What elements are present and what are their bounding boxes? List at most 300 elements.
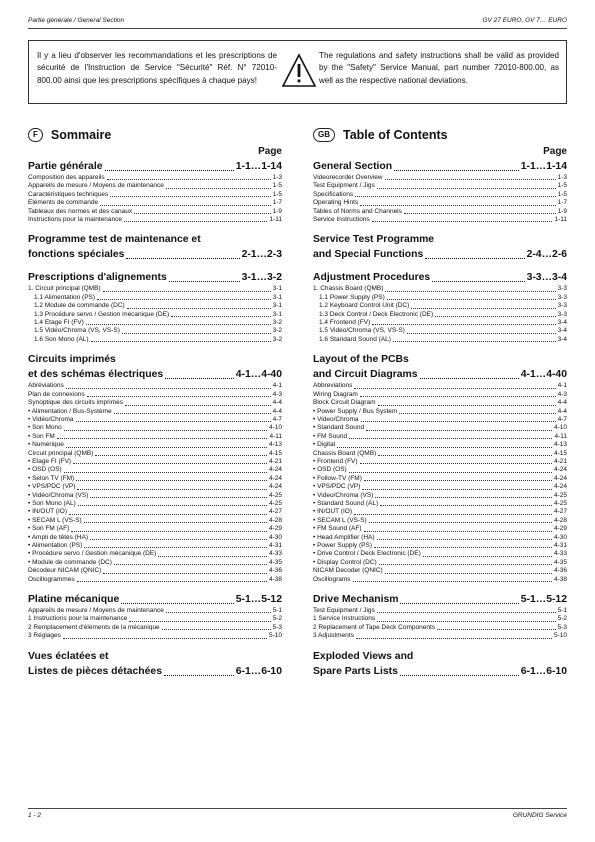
toc-entry-page: 4-24 xyxy=(268,474,282,482)
section-title-line: Circuits imprimés xyxy=(28,354,116,366)
toc-entry-text: 1 Service Instructions xyxy=(313,615,376,623)
dot-leader xyxy=(90,492,267,498)
toc-entry xyxy=(28,302,282,310)
toc-entry-page: 4-24 xyxy=(268,466,282,474)
dot-leader xyxy=(78,500,267,506)
dot-leader xyxy=(369,517,552,523)
toc-entry-page: 1-3 xyxy=(272,174,282,181)
dot-leader xyxy=(64,466,267,472)
toc-entry-page: 4-25 xyxy=(553,499,567,507)
toc-entry-text: • Standard Sound (AL) xyxy=(313,499,379,507)
section-page-range: 3-3…3-4 xyxy=(526,272,567,284)
section-title-text: Platine mécanique xyxy=(28,594,120,606)
dot-leader xyxy=(103,285,271,291)
toc-entry-text: • Video/Chroma (VS) xyxy=(313,491,374,499)
toc-entry-page: 4-21 xyxy=(268,457,282,465)
toc-entry xyxy=(313,174,567,182)
toc-entry-text: • Standard Sound xyxy=(313,424,365,432)
dot-leader xyxy=(103,567,267,573)
dot-leader xyxy=(361,416,556,422)
toc-entry-text: 2 Replacement of Tape Deck Components xyxy=(313,623,436,631)
dot-leader xyxy=(66,382,271,388)
toc-entry-page: 1-7 xyxy=(557,199,567,207)
safety-warning-english: The regulations and safety instructions shall be valid as provided by the "Safety" Service Manual, part number 72010-800.00, as well as the respective national deviations. xyxy=(319,51,559,85)
toc-entry xyxy=(313,399,567,407)
dot-leader xyxy=(166,607,271,613)
section-title xyxy=(313,247,567,262)
section-gap xyxy=(313,584,567,592)
dot-leader xyxy=(354,508,552,514)
section-title-line: Vues éclatées et xyxy=(28,650,109,662)
section-page-range: 5-1…5-12 xyxy=(235,594,282,606)
toc-entry-text: • Head Amplifier (HA) xyxy=(313,533,375,541)
toc-entry-text: • SECAM L (VS-S) xyxy=(28,516,82,524)
dot-leader xyxy=(432,270,524,282)
toc-entry-text: • Power Supply / Bus System xyxy=(313,407,398,415)
toc-entry xyxy=(28,517,282,525)
dot-leader xyxy=(349,466,552,472)
dot-leader xyxy=(107,174,271,180)
dot-leader xyxy=(76,475,267,481)
toc-entry xyxy=(313,285,567,293)
toc-entry-text: Specifications xyxy=(313,190,354,198)
toc-entry xyxy=(313,624,567,632)
dot-leader xyxy=(435,311,555,317)
toc-entry-page: 4-7 xyxy=(557,415,567,423)
toc-entry xyxy=(313,311,567,319)
warning-triangle-icon xyxy=(281,53,317,89)
dot-leader xyxy=(84,517,267,523)
toc-entry-text: 1.4 Frontend (FV) xyxy=(319,319,371,327)
dot-leader xyxy=(114,408,271,414)
toc-entry-text: • Son Mono (AL) xyxy=(28,499,76,507)
toc-entry xyxy=(313,450,567,458)
dot-leader xyxy=(90,534,267,540)
toc-entry-text: • Drive Control / Deck Electronic (DE) xyxy=(313,550,421,558)
toc-entry-page: 3-4 xyxy=(557,327,567,335)
toc-entry xyxy=(313,424,567,432)
dot-leader xyxy=(127,302,271,308)
toc-entry-page: 3-1 xyxy=(272,293,282,301)
section-title-line: Exploded Views and xyxy=(313,650,414,662)
section-page-range: 6-1…6-10 xyxy=(520,665,567,677)
toc-entry-text: Abbreviations xyxy=(313,382,353,390)
dot-leader xyxy=(366,424,552,430)
dot-leader xyxy=(372,319,555,325)
toc-entry xyxy=(28,433,282,441)
dot-leader xyxy=(134,208,271,214)
toc-entry-page: 4-27 xyxy=(553,508,567,516)
toc-entry-page: 1-7 xyxy=(272,199,282,207)
dot-leader xyxy=(349,433,552,439)
dot-leader xyxy=(71,525,267,531)
toc-entry-page: 4-25 xyxy=(268,491,282,499)
dot-leader xyxy=(423,550,552,556)
section-page-range: 1-1…1-14 xyxy=(520,161,567,172)
section-page-range: 3-1…3-2 xyxy=(241,272,282,284)
toc-entry xyxy=(28,319,282,327)
toc-entry xyxy=(28,408,282,416)
toc-entry-text: Operating Hints xyxy=(313,199,359,207)
dot-leader xyxy=(162,624,271,630)
toc-entry xyxy=(28,525,282,533)
toc-entry xyxy=(28,399,282,407)
toc-entry-page: 3-3 xyxy=(557,302,567,310)
toc-entry-text: 1.1 Alimentation (PS) xyxy=(34,293,96,301)
toc-entry-text: Chassis Board (QMB) xyxy=(313,449,377,457)
toc-entry-text: • Power Supply (PS) xyxy=(313,542,372,549)
toc-entry-text: 1.2 Module de commande (DC) xyxy=(34,302,125,310)
toc-entry xyxy=(313,441,567,449)
toc-entry-text: • Digital xyxy=(313,441,336,449)
toc-entry xyxy=(313,492,567,500)
toc-entry-page: 4-7 xyxy=(272,415,282,423)
toc-entry-page: 4-24 xyxy=(553,474,567,482)
toc-entry xyxy=(313,458,567,466)
toc-entry-text: Circuit principal (QMB) xyxy=(28,449,94,457)
dot-leader xyxy=(393,336,556,342)
section-gap xyxy=(28,224,282,232)
toc-entry-page: 4-29 xyxy=(553,525,567,533)
toc-entry-text: 1.2 Keyboard Control Unit (DC) xyxy=(319,302,410,310)
dot-leader xyxy=(69,508,267,514)
toc-entry-text: • Son FM xyxy=(28,432,55,440)
toc-entry-page: 4-33 xyxy=(553,550,567,558)
toc-entry-page: 4-24 xyxy=(553,483,567,491)
toc-entry xyxy=(313,483,567,491)
section-title xyxy=(313,592,567,607)
dot-leader xyxy=(377,182,556,188)
toc-entry xyxy=(28,450,282,458)
toc-entry xyxy=(313,391,567,399)
dot-leader xyxy=(387,294,556,300)
toc-entry-text: 1 Instructions pour la maintenance xyxy=(28,615,128,623)
toc-entry xyxy=(28,632,282,640)
toc-entry-text: • Alimentation / Bus-Système xyxy=(28,407,112,415)
section-title-line: Service Test Programme xyxy=(313,234,435,246)
section-title xyxy=(313,664,567,679)
dot-leader xyxy=(73,458,267,464)
dot-leader xyxy=(404,208,556,214)
section-page-range: 4-1…4-40 xyxy=(520,369,567,381)
toc-entry-page: 3-3 xyxy=(557,310,567,318)
toc-entry-text: • IN/OUT (IO) xyxy=(313,508,352,516)
toc-entry xyxy=(28,416,282,424)
toc-entry-page: 5-2 xyxy=(272,615,282,623)
toc-entry xyxy=(313,182,567,190)
toc-entry-text: Wiring Diagram xyxy=(313,390,358,398)
toc-entry xyxy=(28,382,282,390)
toc-entry-page: 4-35 xyxy=(553,558,567,566)
toc-entry xyxy=(313,208,567,216)
toc-entry-text: 1.3 Deck Control / Deck Electronic (DE) xyxy=(319,310,434,318)
toc-entry-text: Tableaux des normes et des canaux xyxy=(28,207,133,215)
toc-entry-text: 1.5 Video/Chroma (VS, VS-S) xyxy=(319,327,405,335)
toc-entry-page: 3-1 xyxy=(272,302,282,310)
toc-entry xyxy=(28,458,282,466)
toc-entry-page: 5-10 xyxy=(268,632,282,640)
section-page-range: 1-1…1-14 xyxy=(235,161,282,172)
toc-entry-page: 3-3 xyxy=(557,293,567,301)
toc-entry-page: 3-3 xyxy=(557,285,567,293)
toc-entry-text: • Numérique xyxy=(28,441,64,449)
toc-entry-text: 3 Adjustments xyxy=(313,632,354,640)
section-title xyxy=(313,159,567,174)
toc-entry-page: 1-3 xyxy=(557,174,567,181)
toc-entry xyxy=(313,550,567,558)
toc-entry-text: Block Circuit Diagram xyxy=(313,399,376,407)
toc-entry xyxy=(313,475,567,483)
toc-entry-page: 1-9 xyxy=(557,207,567,215)
section-title-text: Partie générale xyxy=(28,161,103,172)
section-page-range: 2-4…2-6 xyxy=(526,249,567,261)
dot-leader xyxy=(114,559,267,565)
dot-leader xyxy=(400,664,519,676)
dot-leader xyxy=(355,191,555,197)
toc-entry-page: 4-11 xyxy=(554,432,567,440)
section-gap xyxy=(313,344,567,352)
toc-entry-page: 4-25 xyxy=(553,491,567,499)
toc-entry-text: 1. Chassis Board (QMB) xyxy=(313,285,384,293)
dot-leader xyxy=(377,607,556,613)
toc-entry-page: 4-33 xyxy=(268,550,282,558)
section-title xyxy=(28,247,282,262)
dot-leader xyxy=(364,525,552,531)
toc-entry-page: 4-36 xyxy=(268,567,282,575)
toc-entry xyxy=(313,302,567,310)
dot-leader xyxy=(394,159,519,171)
toc-entry xyxy=(28,475,282,483)
toc-entry-text: Tables of Norms and Channels xyxy=(313,207,402,215)
page-column-label: Page xyxy=(258,146,282,157)
toc-entry-page: 4-4 xyxy=(557,399,567,407)
toc-entry-page: 4-31 xyxy=(553,542,567,549)
dot-leader xyxy=(105,159,234,171)
dot-leader xyxy=(374,542,552,548)
toc-entry-page: 4-4 xyxy=(272,399,282,407)
toc-entry xyxy=(313,567,567,575)
toc-entry-page: 4-1 xyxy=(557,382,567,390)
toc-entry-text: • Display Control (DC) xyxy=(313,558,377,566)
toc-entry xyxy=(313,559,567,567)
toc-entry-text: 1.1 Power Supply (PS) xyxy=(319,293,385,301)
toc-entry-page: 4-28 xyxy=(268,516,282,524)
toc-entry-page: 4-24 xyxy=(268,483,282,491)
toc-entry-page: 3-2 xyxy=(272,319,282,327)
toc-entry-text: • Selon TV (FM) xyxy=(28,474,75,482)
toc-entry-page: 5-10 xyxy=(553,632,567,640)
section-title xyxy=(28,664,282,679)
toc-entry-text: Composition des appareils xyxy=(28,174,105,181)
toc-entry-page: 5-1 xyxy=(557,607,567,615)
toc-entry-text: • Procédure servo / Gestion mécanique (DE) xyxy=(28,550,157,558)
column-heading xyxy=(28,124,282,146)
toc-entry xyxy=(28,208,282,216)
page-header xyxy=(28,15,567,29)
dot-leader xyxy=(380,500,552,506)
section-title-text: Spare Parts Lists xyxy=(313,665,398,677)
toc-entry-page: 4-25 xyxy=(268,499,282,507)
toc-entry-page: 4-3 xyxy=(557,390,567,398)
dot-leader xyxy=(385,285,555,291)
toc-entry xyxy=(313,534,567,542)
toc-entry xyxy=(28,294,282,302)
toc-entry-text: • Frontend (FV) xyxy=(313,457,358,465)
toc-entry-text: Eléments de commande xyxy=(28,199,99,207)
section-title-text: Listes de pièces détachées xyxy=(28,665,162,677)
dot-leader xyxy=(364,475,552,481)
column-title: Sommaire xyxy=(50,128,112,142)
toc-entry-text: • Ampli de têtes (HA) xyxy=(28,533,89,541)
dot-leader xyxy=(124,216,268,222)
toc-entry xyxy=(28,615,282,623)
section-title-text: Drive Mechanism xyxy=(313,594,399,606)
section-title-text: et des schémas électriques xyxy=(28,369,164,381)
toc-entry xyxy=(313,607,567,615)
toc-entry xyxy=(313,576,567,584)
dot-leader xyxy=(377,615,555,621)
toc-entry-text: Caractéristiques techniques xyxy=(28,190,109,198)
table-of-contents-column xyxy=(313,124,567,679)
toc-entry-page: 4-13 xyxy=(553,441,567,449)
toc-entry-text: • Alimentation (PS) xyxy=(28,542,83,549)
toc-entry xyxy=(28,542,282,550)
toc-entry-text: Service Instructions xyxy=(313,216,370,224)
footer-brand: GRUNDIG Service xyxy=(512,812,567,819)
dot-leader xyxy=(87,391,271,397)
dot-leader xyxy=(166,182,271,188)
toc-entry xyxy=(28,285,282,293)
toc-entry-page: 4-15 xyxy=(268,449,282,457)
toc-entry xyxy=(28,576,282,584)
toc-entry-text: Oscillogrammes xyxy=(28,575,75,583)
toc-entry-page: 1-9 xyxy=(272,207,282,215)
dot-leader xyxy=(122,327,271,333)
toc-entry-text: • SECAM L (VS-S) xyxy=(313,516,367,524)
dot-leader xyxy=(125,399,271,405)
section-title-text: Adjustment Procedures xyxy=(313,272,431,284)
dot-leader xyxy=(407,327,556,333)
toc-entry-page: 4-29 xyxy=(268,525,282,533)
section-title-line: Layout of the PCBs xyxy=(313,354,409,366)
toc-entry-text: • VPS/PDC (VP) xyxy=(313,483,361,491)
toc-entry xyxy=(28,391,282,399)
section-title xyxy=(313,270,567,285)
toc-entry xyxy=(28,191,282,199)
toc-entry-page: 4-10 xyxy=(268,424,282,432)
toc-entry-page: 4-35 xyxy=(268,558,282,566)
section-title-text: General Section xyxy=(313,161,393,172)
toc-entry-text: • FM Sound xyxy=(313,432,348,440)
toc-entry-text: Décodeur NICAM (QNIC) xyxy=(28,567,102,575)
dot-leader xyxy=(377,534,552,540)
toc-entry-text: Test Equipment / Jigs xyxy=(313,607,375,615)
dot-leader xyxy=(100,199,271,205)
toc-entry xyxy=(28,424,282,432)
dot-leader xyxy=(337,441,552,447)
toc-entry xyxy=(313,416,567,424)
toc-entry-page: 1-11 xyxy=(554,216,567,224)
toc-entry-page: 4-30 xyxy=(268,533,282,541)
toc-entry-text: Test Equipment / Jigs xyxy=(313,182,375,190)
dot-leader xyxy=(356,632,552,638)
toc-entry-text: Plan de connexions xyxy=(28,390,85,398)
toc-entry-text: 1.4 Etage FI (FV) xyxy=(34,319,84,327)
toc-entry-text: • Son Mono xyxy=(28,424,62,432)
toc-entry-text: Synoptique des circuits imprimés xyxy=(28,399,124,407)
toc-entry-page: 4-27 xyxy=(268,508,282,516)
toc-entry-page: 4-13 xyxy=(268,441,282,449)
toc-entry-text: • OSD (OS) xyxy=(313,466,347,474)
toc-entry-page: 4-10 xyxy=(553,424,567,432)
section-page-range: 6-1…6-10 xyxy=(235,665,282,677)
dot-leader xyxy=(57,433,268,439)
dot-leader xyxy=(84,542,267,548)
toc-entry-text: 3 Réglages xyxy=(28,632,61,640)
toc-entry-text: • Etage FI (FV) xyxy=(28,457,72,465)
toc-entry-text: 1.6 Standard Sound (AL) xyxy=(319,335,391,343)
dot-leader xyxy=(171,311,270,317)
toc-entry-text: Oscillograms xyxy=(313,575,351,583)
toc-entry-text: Appareils de mesure / Moyens de maintenance xyxy=(28,182,164,190)
dot-leader xyxy=(165,367,234,379)
toc-entry-text: • Vidéo/Chroma (VS) xyxy=(28,491,89,499)
dot-leader xyxy=(66,441,267,447)
section-title-text: fonctions spéciales xyxy=(28,249,125,261)
toc-entry-page: 1-5 xyxy=(557,182,567,190)
section-gap xyxy=(28,584,282,592)
toc-entry-text: • Son FM (AF) xyxy=(28,525,70,533)
toc-entry xyxy=(313,433,567,441)
section-gap xyxy=(28,344,282,352)
toc-entry-page: 4-15 xyxy=(553,449,567,457)
section-gap xyxy=(313,262,567,270)
toc-entry xyxy=(28,336,282,344)
section-title xyxy=(28,592,282,607)
section-title-text: and Special Functions xyxy=(313,249,424,261)
section-title-line: Programme test de maintenance et xyxy=(28,234,201,246)
toc-entry-page: 4-3 xyxy=(272,390,282,398)
dot-leader xyxy=(437,624,556,630)
toc-entry xyxy=(28,500,282,508)
toc-entry-page: 3-4 xyxy=(557,335,567,343)
toc-entry xyxy=(313,615,567,623)
toc-entry xyxy=(28,559,282,567)
toc-entry xyxy=(28,466,282,474)
footer-page-number: 1 - 2 xyxy=(28,812,42,819)
toc-entry-page: 4-38 xyxy=(553,575,567,583)
toc-entry xyxy=(313,517,567,525)
toc-entry xyxy=(28,199,282,207)
dot-leader xyxy=(353,576,552,582)
language-badge: F xyxy=(28,128,43,142)
dot-leader xyxy=(77,576,267,582)
toc-entry-text: 1.5 Vidéo/Chroma (VS, VS-S) xyxy=(34,327,120,335)
section-gap xyxy=(313,224,567,232)
toc-entry-page: 4-28 xyxy=(553,516,567,524)
dot-leader xyxy=(360,458,552,464)
toc-entry-text: 1.6 Son Mono (AL) xyxy=(34,335,89,343)
dot-leader xyxy=(121,592,234,604)
toc-entry-text: • IN/OUT (IO) xyxy=(28,508,67,516)
toc-entry xyxy=(313,542,567,550)
toc-entry-page: 3-2 xyxy=(272,335,282,343)
dot-leader xyxy=(420,367,519,379)
toc-entry-page: 4-36 xyxy=(553,567,567,575)
dot-leader xyxy=(91,336,271,342)
toc-entry-text: 1. Circuit principal (QMB) xyxy=(28,285,101,293)
toc-entry xyxy=(313,466,567,474)
